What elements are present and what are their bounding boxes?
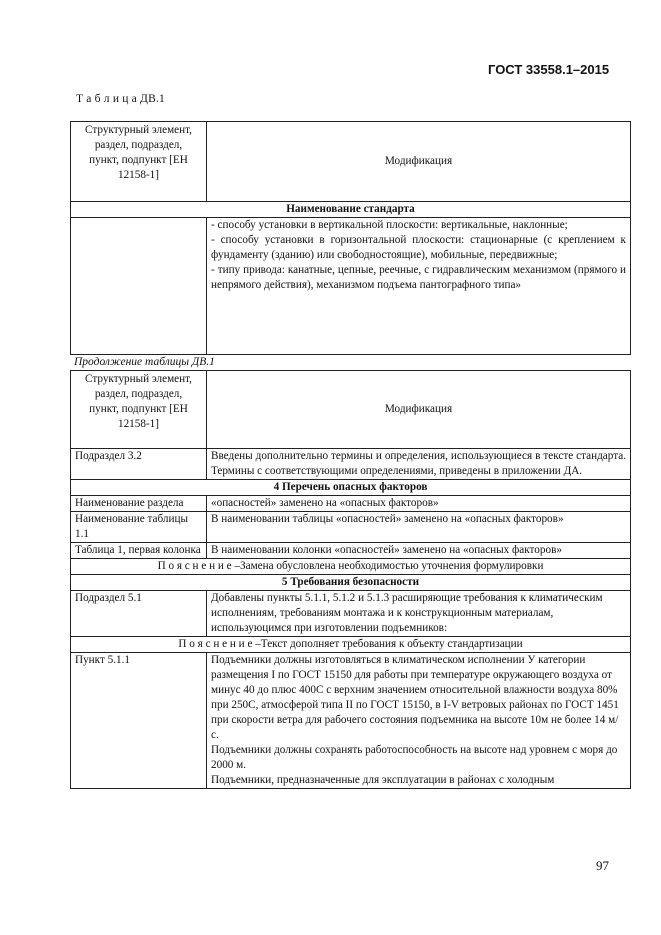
document-number: ГОСТ 33558.1–2015 bbox=[488, 62, 610, 77]
explanation-note: П о я с н е н и е –Замена обусловлена необходимостью уточнения формулировки bbox=[71, 559, 631, 575]
element-cell: Пункт 5.1.1 bbox=[71, 653, 207, 789]
header-structural-element: Структурный элемент, раздел, подраздел, пункт, подпункт [ЕН 12158-1] bbox=[71, 371, 207, 449]
section-standard-name: Наименование стандарта bbox=[71, 202, 631, 218]
element-cell: Наименование таблицы 1.1 bbox=[71, 512, 207, 543]
element-cell: Наименование раздела bbox=[71, 496, 207, 512]
modification-cell bbox=[207, 653, 631, 789]
table-row bbox=[71, 512, 631, 543]
empty-element-cell bbox=[71, 218, 207, 355]
section-hazards: 4 Перечень опасных факторов bbox=[71, 480, 631, 496]
element-cell: Таблица 1, первая колонка bbox=[71, 543, 207, 559]
table-row bbox=[71, 543, 631, 559]
continuation-caption: Продолжение таблицы ДВ.1 bbox=[74, 356, 215, 368]
paragraph: Подъемники должны сохранять работоспособность на высоте над уровнем с моря до 2000 м. bbox=[211, 744, 618, 771]
list-item: - способу установки в горизонтальной плоскости: стационарные (с креплением к фундаменту (зданию) или свободностоящие), мобильные, передвижные; bbox=[211, 234, 626, 261]
list-item: - типу привода: канатные, цепные, реечные, с гидравлическим механизмом (прямого и непрямого действия), механизмом подъема пантографного типа» bbox=[211, 264, 626, 291]
table-dv1-part1 bbox=[70, 121, 631, 355]
page-number: 97 bbox=[596, 858, 609, 873]
table-caption: Т а б л и ц а ДВ.1 bbox=[76, 93, 165, 105]
paragraph: Подъемники должны изготовляться в климатическом исполнении У категории размещения I по ГОСТ 15150 для работы при температуре окружающего воздуха от минус 40 до плюс 400С с верхним значением относительной влажности воздуха 80% при 250С, атмосферой типа II по ГОСТ 15150, в I-V ветровых районах по ГОСТ 1451 при скорости ветра для рабочего состояния подъемника на высоте 10м не более 14 м/с. bbox=[211, 654, 619, 741]
modification-cell bbox=[207, 218, 631, 355]
table-dv1-part2 bbox=[70, 370, 631, 789]
section-safety: 5 Требования безопасности bbox=[71, 575, 631, 591]
explanation-note: П о я с н е н и е –Текст дополняет требования к объекту стандартизации bbox=[71, 637, 631, 653]
modification-cell: В наименовании колонки «опасностей» заменено на «опасных факторов» bbox=[207, 543, 631, 559]
header-structural-element: Структурный элемент, раздел, подраздел, пункт, подпункт [ЕН 12158-1] bbox=[71, 122, 207, 202]
modification-cell: Введены дополнительно термины и определения, использующиеся в тексте стандарта. Термины с соответствующими определениями, приведены в приложении ДА. bbox=[207, 449, 631, 480]
element-cell: Подраздел 5.1 bbox=[71, 591, 207, 637]
table-row bbox=[71, 449, 631, 480]
modification-cell: В наименовании таблицы «опасностей» заменено на «опасных факторов» bbox=[207, 512, 631, 543]
table-row bbox=[71, 496, 631, 512]
paragraph: Подъемники, предназначенные для эксплуатации в районах с холодным bbox=[211, 774, 555, 786]
header-modification: Модификация bbox=[207, 122, 631, 202]
table-row bbox=[71, 653, 631, 789]
table-row bbox=[71, 591, 631, 637]
modification-cell: «опасностей» заменено на «опасных факторов» bbox=[207, 496, 631, 512]
header-modification: Модификация bbox=[207, 371, 631, 449]
element-cell: Подраздел 3.2 bbox=[71, 449, 207, 480]
modification-cell: Добавлены пункты 5.1.1, 5.1.2 и 5.1.3 расширяющие требования к климатическим исполнениям, требованиям монтажа и к конструкционным материалам, используюцимся при изготовлении подъемников: bbox=[207, 591, 631, 637]
list-item: - способу установки в вертикальной плоскости: вертикальные, наклонные; bbox=[211, 219, 568, 231]
